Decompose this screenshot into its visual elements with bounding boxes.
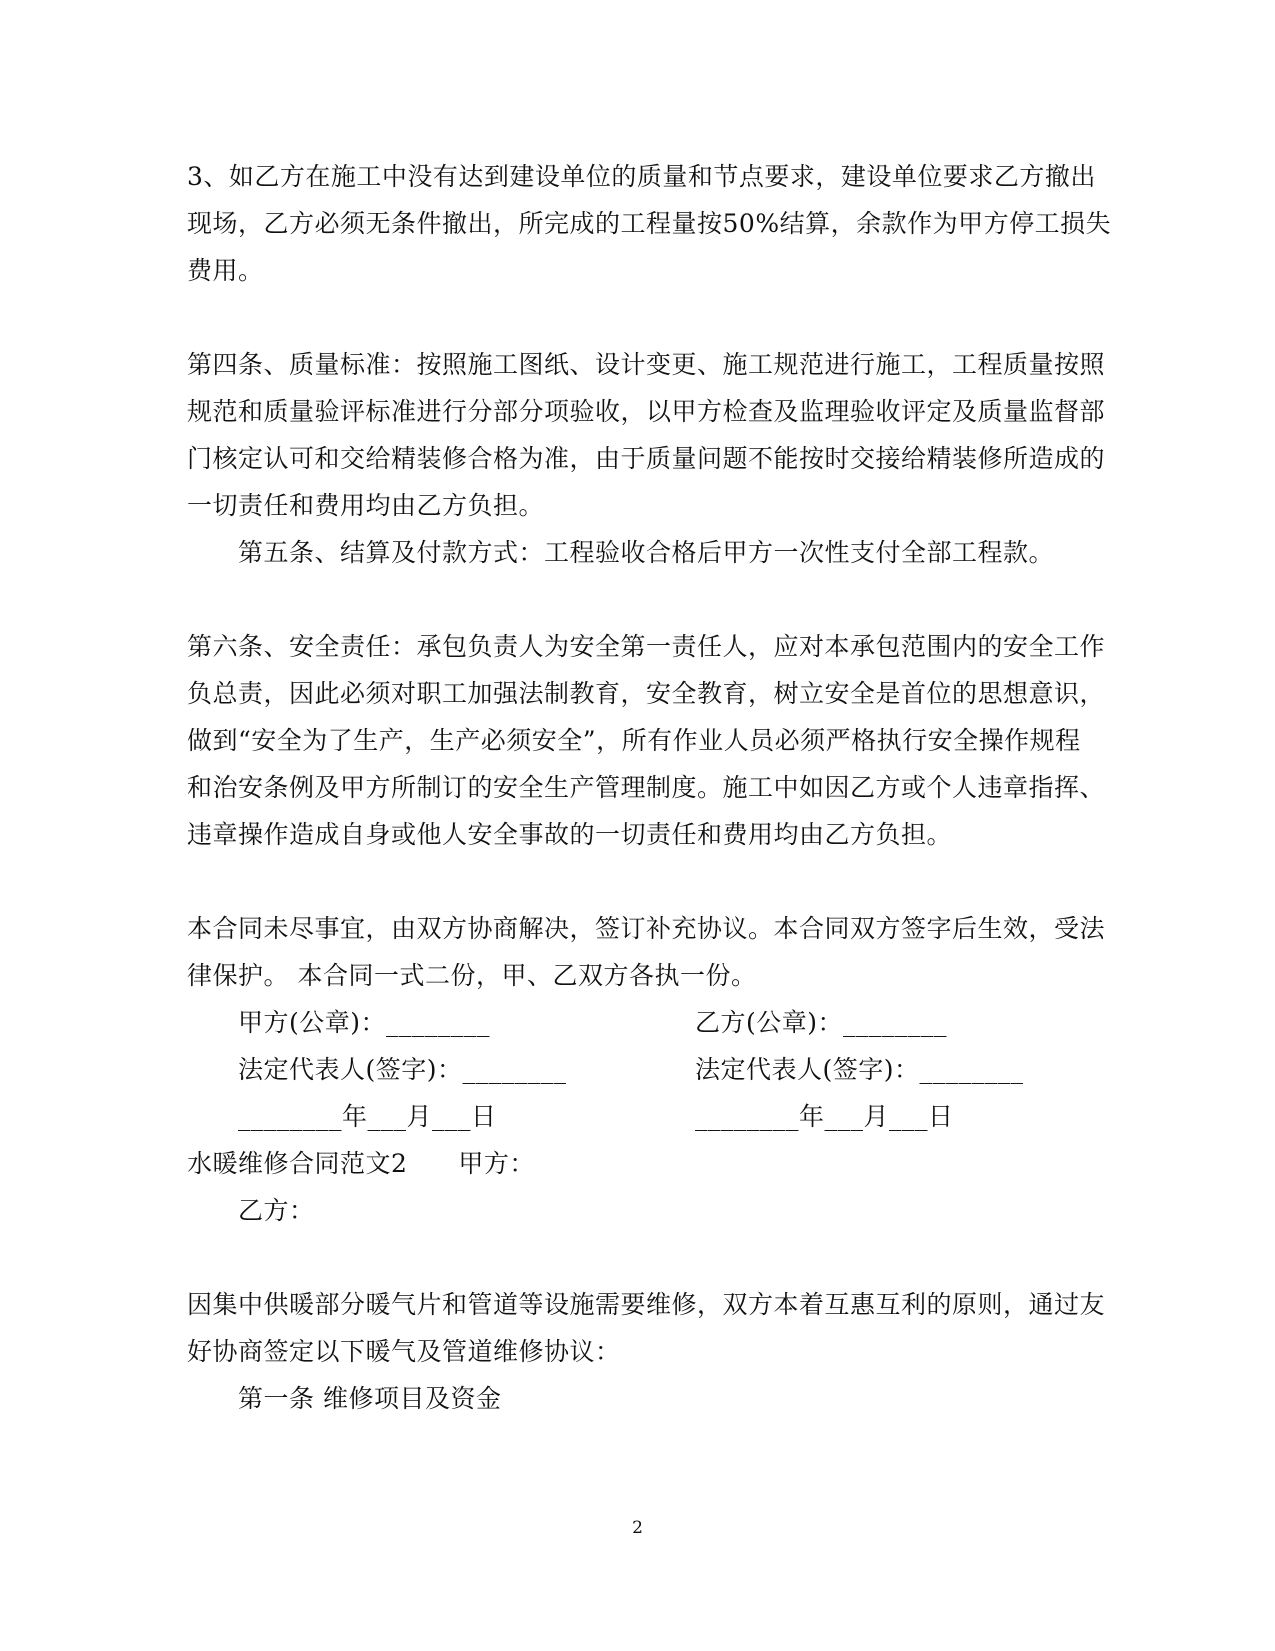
closing-line-1: 本合同未尽事宜，由双方协商解决，签订补充协议。本合同双方签字后生效，受法	[187, 914, 1106, 943]
party-a-date: ________年___月___日	[238, 1102, 497, 1131]
article-6-line-1: 第六条、安全责任：承包负责人为安全第一责任人，应对本承包范围内的安全工作	[187, 632, 1106, 661]
sample-2-heading: 水暖维修合同范文2 甲方：	[187, 1149, 535, 1178]
closing-line-2: 律保护。 本合同一式二份，甲、乙双方各执一份。	[187, 961, 757, 990]
clause-3-line-3: 费用。	[187, 256, 264, 285]
clause-3-line-2: 现场，乙方必须无条件撤出，所完成的工程量按50%结算，余款作为甲方停工损失	[187, 209, 1112, 238]
article-4-line-1: 第四条、质量标准：按照施工图纸、设计变更、施工规范进行施工，工程质量按照	[187, 350, 1106, 379]
article-6-line-2: 负总责，因此必须对职工加强法制教育，安全教育，树立安全是首位的思想意识，	[187, 679, 1106, 708]
article-4-line-4: 一切责任和费用均由乙方负担。	[187, 491, 545, 520]
sample-2-article-1: 第一条 维修项目及资金	[238, 1384, 502, 1413]
clause-3-line-1: 3、如乙方在施工中没有达到建设单位的质量和节点要求，建设单位要求乙方撤出	[187, 162, 1096, 191]
article-4-line-3: 门核定认可和交给精装修合格为准，由于质量问题不能按时交接给精装修所造成的	[187, 444, 1106, 473]
sample-2-intro-line-2: 好协商签定以下暖气及管道维修协议：	[187, 1337, 621, 1366]
article-6-line-5: 违章操作造成自身或他人安全事故的一切责任和费用均由乙方负担。	[187, 820, 953, 849]
party-a-seal: 甲方(公章)：________	[238, 1008, 491, 1037]
article-5: 第五条、结算及付款方式：工程验收合格后甲方一次性支付全部工程款。	[238, 538, 1055, 567]
sample-2-party-b: 乙方：	[238, 1196, 315, 1225]
party-b-date: ________年___月___日	[695, 1102, 954, 1131]
page-number: 2	[632, 1518, 643, 1538]
article-6-line-4: 和治安条例及甲方所制订的安全生产管理制度。施工中如因乙方或个人违章指挥、	[187, 773, 1106, 802]
article-6-line-3: 做到“安全为了生产，生产必须安全”，所有作业人员必须严格执行安全操作规程	[187, 726, 1081, 755]
sample-2-intro-line-1: 因集中供暖部分暖气片和管道等设施需要维修，双方本着互惠互利的原则，通过友	[187, 1290, 1106, 1319]
party-a-representative: 法定代表人(签字)：________	[238, 1055, 567, 1084]
article-4-line-2: 规范和质量验评标准进行分部分项验收，以甲方检查及监理验收评定及质量监督部	[187, 397, 1106, 426]
party-b-seal: 乙方(公章)：________	[695, 1008, 948, 1037]
party-b-representative: 法定代表人(签字)：________	[695, 1055, 1024, 1084]
